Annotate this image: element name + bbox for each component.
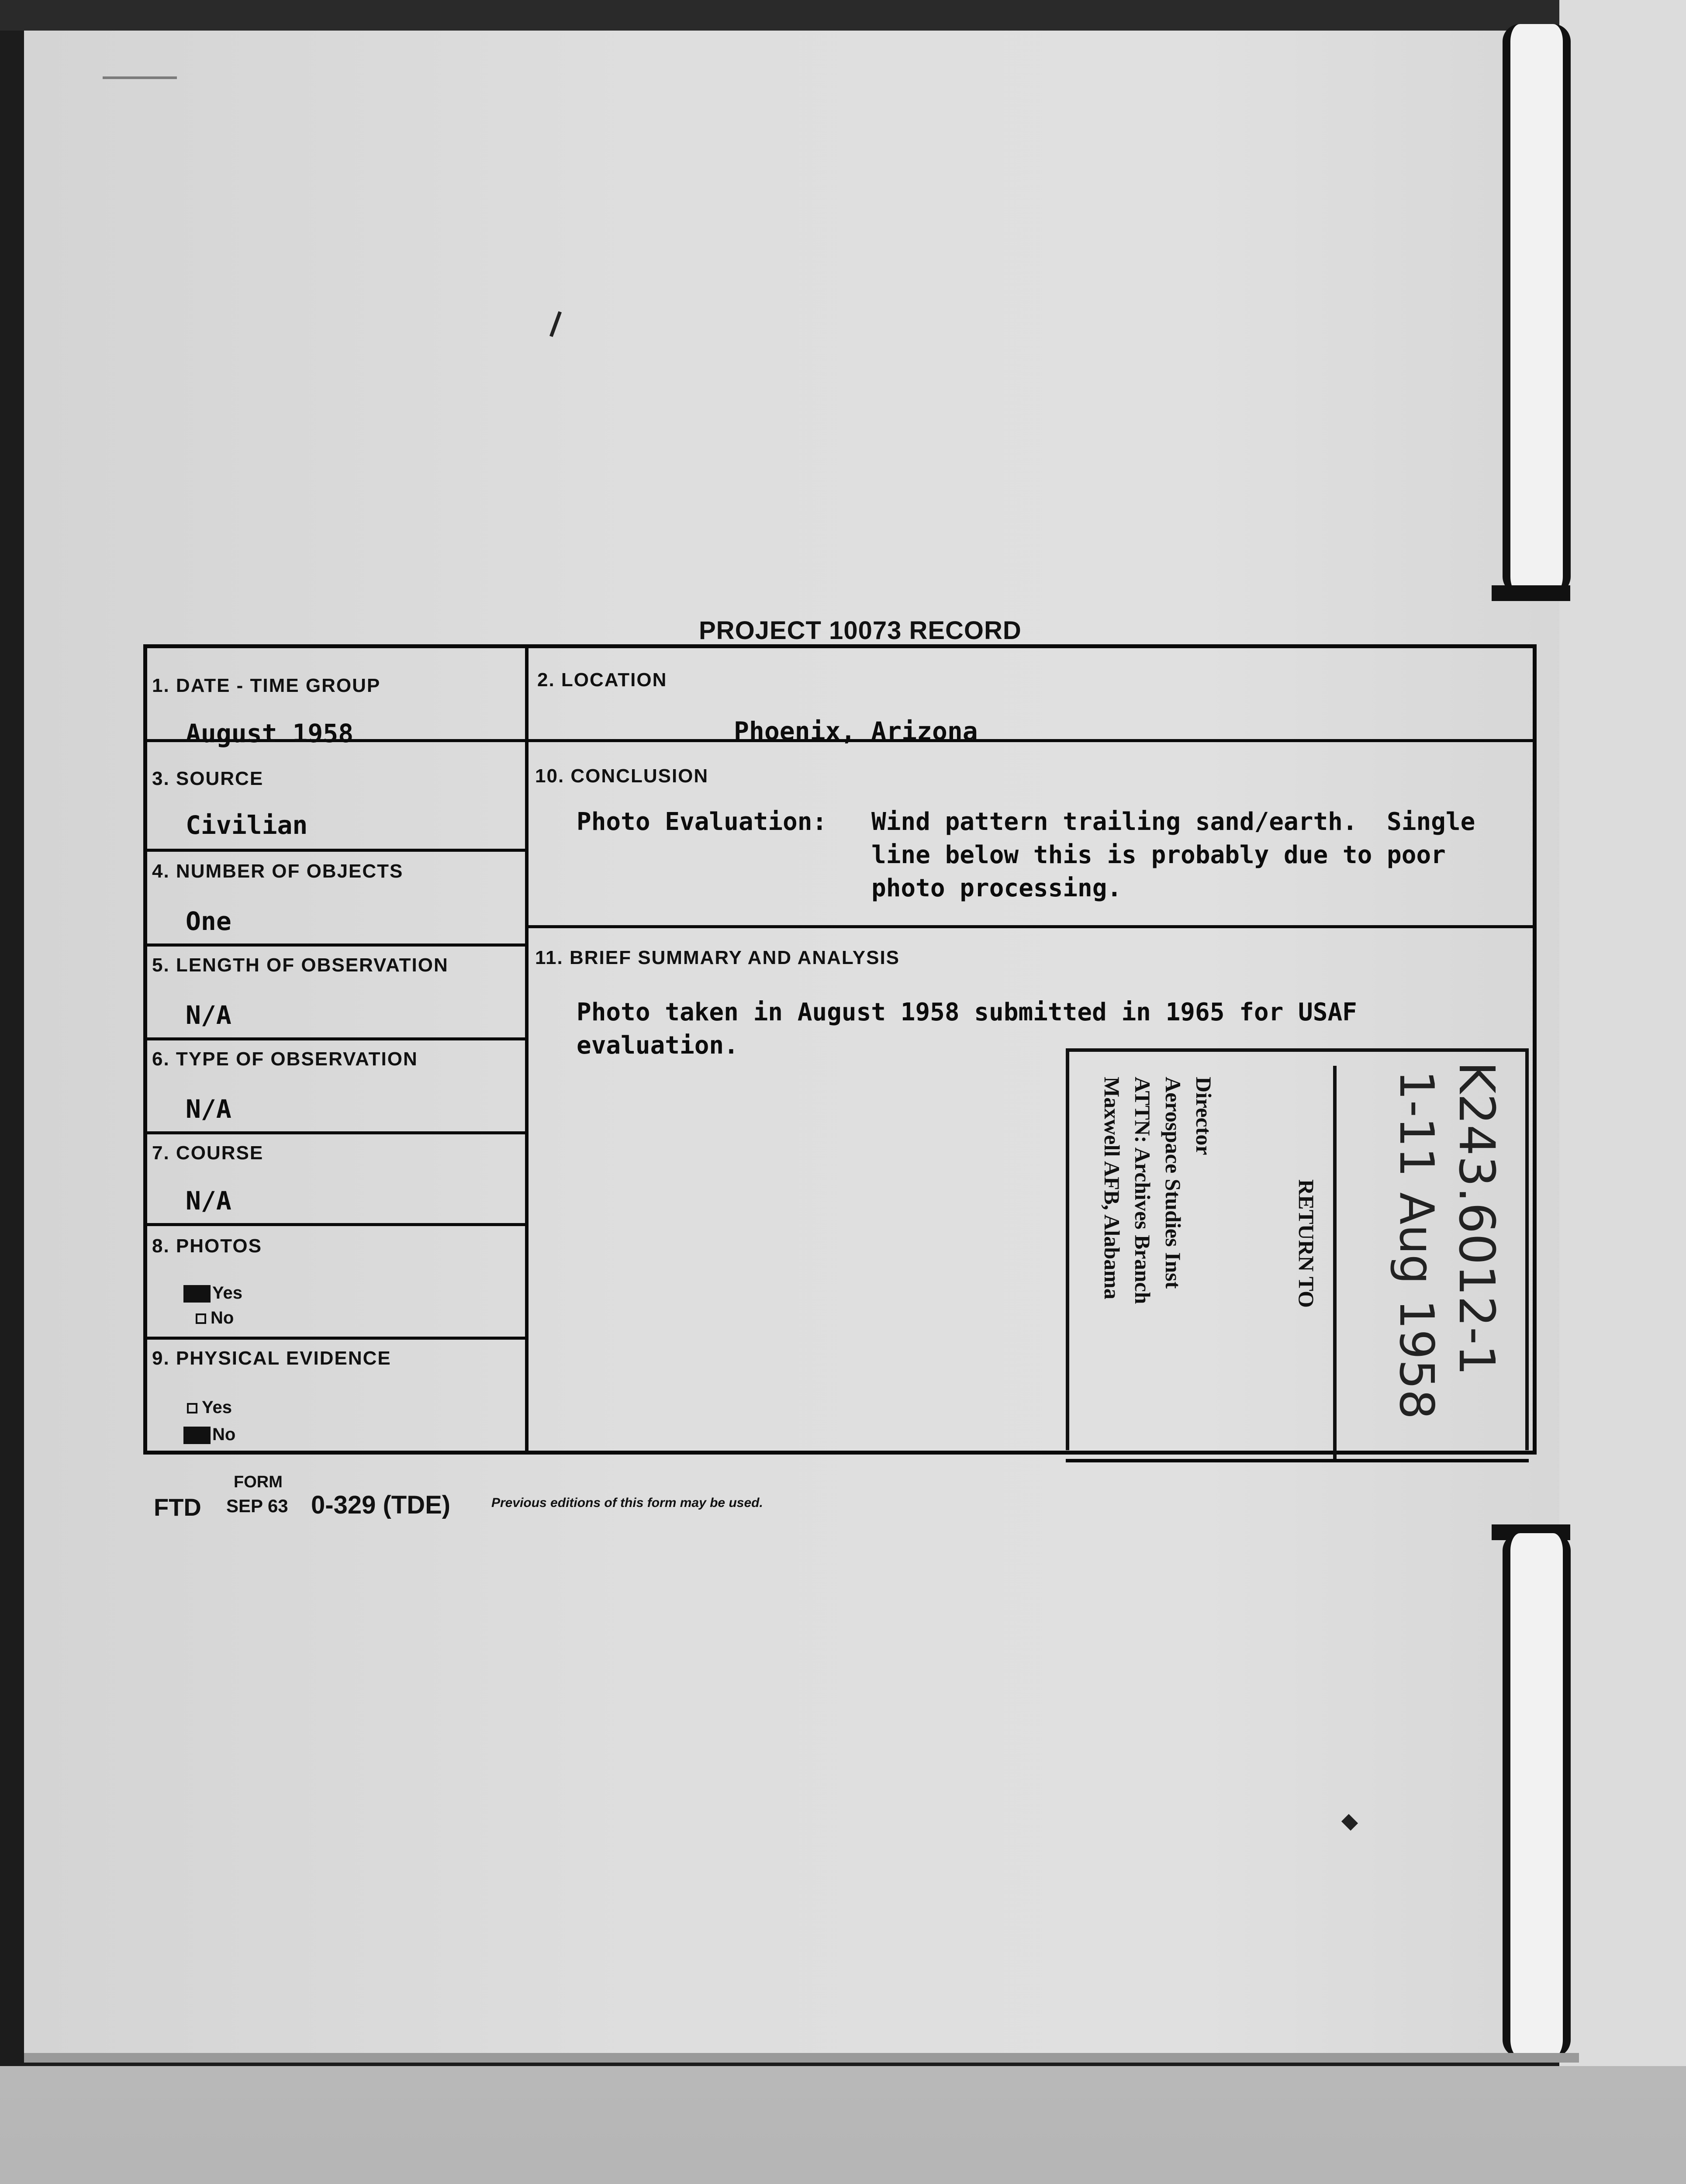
photos-yes-label: Yes [212,1283,242,1303]
row-divider [143,1037,525,1040]
unchecked-box-icon [187,1403,197,1413]
course-label: 7. COURSE [152,1142,264,1164]
film-lower-frame [0,2066,1686,2184]
frame-bottom-edge [24,2053,1579,2063]
sprocket-hole-lower [1503,1533,1571,2057]
course-value: N/A [186,1186,231,1216]
photos-yes-option [183,1283,242,1303]
footer-form-number: 0-329 (TDE) [311,1491,451,1519]
conclusion-line-3: photo processing. [871,874,1122,902]
unchecked-box-icon [196,1313,206,1324]
length-of-observation-label: 5. LENGTH OF OBSERVATION [152,954,449,976]
handwritten-file-number: K243.6012-1 [1448,1061,1505,1376]
film-top-border [0,0,1686,31]
form-column-divider [525,644,529,1455]
length-of-observation-value: N/A [186,1000,231,1030]
summary-line-2: evaluation. [577,1031,739,1060]
sprocket-hole-upper [1503,24,1571,594]
stamp-underline [1066,1459,1529,1462]
summary-label: 11. BRIEF SUMMARY AND ANALYSIS [535,947,900,968]
row-divider [143,1131,525,1134]
handwritten-date: 1-11 Aug 1958 [1389,1070,1444,1420]
stamp-line-1: Director [1192,1077,1216,1155]
row-divider [143,1223,525,1226]
row-divider [525,925,1537,928]
footer-ftd: FTD [154,1493,201,1521]
source-value: Civilian [186,810,308,840]
stamp-line-3: ATTN: Archives Branch [1130,1077,1155,1304]
stamp-line-2: Aerospace Studies Inst [1161,1077,1185,1289]
date-value: August 1958 [186,719,354,748]
form-title: PROJECT 10073 RECORD [699,616,1022,645]
sprocket-bar-upper [1492,585,1570,601]
number-of-objects-label: 4. NUMBER OF OBJECTS [152,860,404,882]
row-divider [143,1337,525,1340]
footer-form-date: SEP 63 [226,1496,288,1516]
physical-evidence-yes-option [187,1398,232,1417]
type-of-observation-value: N/A [186,1094,231,1124]
number-of-objects-value: One [186,906,231,936]
photos-no-label: No [211,1308,234,1327]
stray-mark [103,76,177,79]
summary-line-1: Photo taken in August 1958 submitted in 1965 for USAF [577,998,1357,1026]
physical-evidence-no-option [183,1425,235,1444]
physical-evidence-yes-label: Yes [202,1398,232,1417]
conclusion-line-1: Wind pattern trailing sand/earth. Single [871,808,1475,836]
source-label: 3. SOURCE [152,768,264,789]
photos-label: 8. PHOTOS [152,1235,262,1257]
stamp-return-label: RETURN TO [1294,1179,1319,1308]
photos-no-option [196,1308,234,1328]
row-divider [143,943,525,947]
date-label: 1. DATE - TIME GROUP [152,675,381,696]
checked-box-icon [183,1427,211,1444]
row-divider [143,849,525,852]
footer-previous-editions-note: Previous editions of this form may be used. [491,1496,763,1510]
location-label: 2. LOCATION [537,669,667,691]
checked-box-icon [183,1285,211,1303]
conclusion-label: 10. CONCLUSION [535,765,709,787]
physical-evidence-no-label: No [212,1425,236,1444]
location-value: Phoenix, Arizona [734,716,978,746]
film-edge-right [1559,0,1686,2066]
conclusion-line-2: line below this is probably due to poor [871,841,1446,869]
type-of-observation-label: 6. TYPE OF OBSERVATION [152,1048,418,1070]
stamp-line-4: Maxwell AFB, Alabama [1100,1077,1124,1299]
footer-form-word: FORM [234,1473,283,1491]
physical-evidence-label: 9. PHYSICAL EVIDENCE [152,1348,391,1369]
conclusion-lead: Photo Evaluation: [577,808,827,836]
